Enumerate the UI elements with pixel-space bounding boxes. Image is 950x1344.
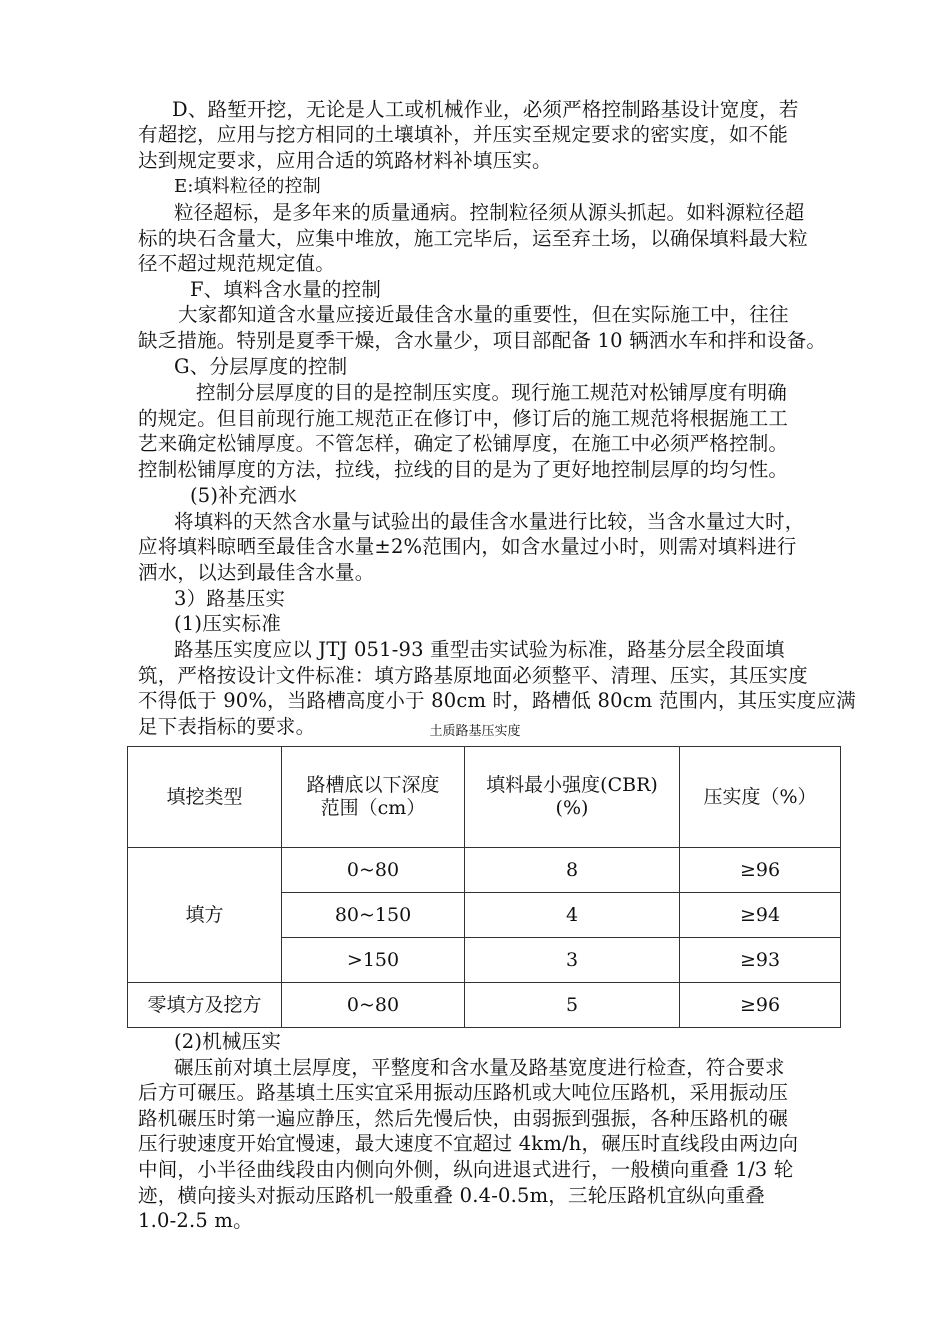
- paragraph-line: 中间，小半径曲线段由内侧向外侧，纵向进退式进行，一般横向重叠 1/3 轮: [138, 1158, 794, 1181]
- header-cell-depth: [282, 747, 465, 848]
- paragraph-line: 筑，严格按设计文件标准：填方路基原地面必须整平、清理、压实，其压实度: [138, 664, 808, 687]
- section-heading: F、填料含水量的控制: [190, 278, 382, 301]
- paragraph-line: 控制松铺厚度的方法，拉线，拉线的目的是为了更好地控制层厚的均匀性。: [138, 458, 789, 481]
- fill-type-cell: 零填方及挖方: [128, 983, 282, 1028]
- compaction-cell: ≥94: [680, 893, 841, 938]
- paragraph-line: 将填料的天然含水量与试验出的最佳含水量进行比较，当含水量过大时，: [174, 510, 805, 533]
- paragraph-line: 后方可碾压。路基填土压实宜采用振动压路机或大吨位压路机，采用振动压: [138, 1081, 789, 1104]
- header-cell-cbr: [465, 747, 680, 848]
- cbr-cell: 5: [465, 983, 680, 1028]
- header-cell-type: [128, 747, 282, 848]
- header-text: 路槽底以下深度: [306, 774, 440, 796]
- section-heading: (2)机械压实: [174, 1030, 282, 1053]
- cbr-cell: 3: [465, 938, 680, 983]
- header-text: 填挖类型: [166, 785, 243, 808]
- depth-cell: >150: [282, 938, 465, 983]
- paragraph-line: 达到规定要求，应用合适的筑路材料补填压实。: [138, 149, 552, 172]
- header-cell-compaction: [680, 747, 841, 848]
- depth-cell: 0~80: [282, 983, 465, 1028]
- paragraph-line: 足下表指标的要求。: [138, 715, 316, 738]
- paragraph-line: 碾压前对填土层厚度，平整度和含水量及路基宽度进行检查，符合要求: [174, 1056, 785, 1079]
- paragraph-line: 的规定。但目前现行施工规范正在修订中，修订后的施工规范将根据施工工: [138, 407, 789, 430]
- table-header-row: [128, 747, 841, 848]
- table-row: [128, 983, 841, 1028]
- depth-cell: 80~150: [282, 893, 465, 938]
- section-heading: G、分层厚度的控制: [174, 355, 348, 378]
- paragraph-line: 洒水，以达到最佳含水量。: [138, 561, 375, 584]
- section-heading: 3）路基压实: [174, 587, 286, 610]
- depth-cell: 0~80: [282, 848, 465, 893]
- paragraph-line: 路基压实度应以 JTJ 051-93 重型击实试验为标准，路基分层全段面填: [174, 638, 785, 661]
- compaction-cell: ≥93: [680, 938, 841, 983]
- paragraph-line: 不得低于 90%，当路槽高度小于 80cm 时，路槽低 80cm 范围内，其压实度应满: [138, 689, 856, 712]
- section-heading: (5)补充洒水: [190, 484, 298, 507]
- paragraph-line: 应将填料晾晒至最佳含水量±2%范围内，如含水量过小时，则需对填料进行: [138, 535, 797, 558]
- paragraph-line: 缺乏措施。特别是夏季干燥，含水量少，项目部配备 10 辆洒水车和拌和设备。: [138, 329, 827, 352]
- paragraph-line: 控制分层厚度的目的是控制压实度。现行施工规范对松铺厚度有明确: [196, 381, 788, 404]
- table-row: [128, 848, 841, 893]
- paragraph-line: 粒径超标，是多年来的质量通病。控制粒径须从源头抓起。如料源粒径超: [174, 201, 805, 224]
- header-text: (%): [555, 797, 589, 819]
- compaction-table: [127, 746, 841, 1028]
- paragraph-line: 1.0-2.5 m。: [138, 1209, 253, 1232]
- paragraph-line: 径不超过规范规定值。: [138, 252, 336, 275]
- paragraph-line: D、路堑开挖，无论是人工或机械作业，必须严格控制路基设计宽度，若: [172, 98, 799, 121]
- cbr-cell: 4: [465, 893, 680, 938]
- paragraph-line: 标的块石含量大，应集中堆放，施工完毕后，运至弃土场，以确保填料最大粒: [138, 227, 808, 250]
- section-heading: (1)压实标准: [174, 612, 282, 635]
- paragraph-line: 压行驶速度开始宜慢速，最大速度不宜超过 4km/h，碾压时直线段由两边向: [138, 1132, 799, 1155]
- cbr-cell: 8: [465, 848, 680, 893]
- compaction-cell: ≥96: [680, 983, 841, 1028]
- header-text: 填料最小强度(CBR): [486, 774, 658, 796]
- paragraph-line: 艺来确定松铺厚度。不管怎样，确定了松铺厚度，在施工中必须严格控制。: [138, 432, 789, 455]
- paragraph-line: 路机碾压时第一遍应静压，然后先慢后快，由弱振到强振，各种压路机的碾: [138, 1107, 789, 1130]
- table-caption: 土质路基压实度: [429, 724, 521, 739]
- section-heading: E:填料粒径的控制: [174, 176, 322, 197]
- header-text: 压实度（%）: [703, 785, 817, 808]
- compaction-cell: ≥96: [680, 848, 841, 893]
- paragraph-line: 有超挖，应用与挖方相同的土壤填补，并压实至规定要求的密实度，如不能: [138, 123, 789, 146]
- fill-type-cell: 填方: [128, 848, 282, 983]
- paragraph-line: 大家都知道含水量应接近最佳含水量的重要性，但在实际施工中，往往: [178, 303, 789, 326]
- header-text: 范围（cm）: [320, 797, 426, 819]
- paragraph-line: 迹，横向接头对振动压路机一般重叠 0.4-0.5m，三轮压路机宜纵向重叠: [138, 1184, 766, 1207]
